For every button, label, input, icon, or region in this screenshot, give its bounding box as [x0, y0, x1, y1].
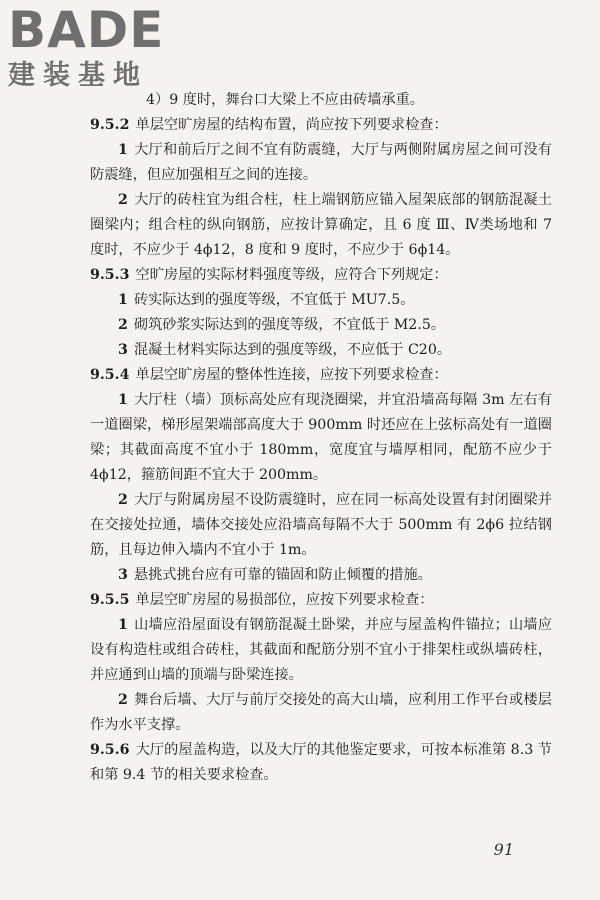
clause-text: 山墙应沿屋面设有钢筋混凝土卧梁，并应与屋盖构件锚拉；山墙应设有构造柱或组合砖柱，其截面和配筋分别不宜小于排架柱或纵墙砖柱，并应通到山墙的顶端与卧梁连接。 — [90, 617, 552, 683]
logo-wordmark: BADE — [8, 1, 165, 59]
section-clause — [90, 113, 552, 138]
clause-item — [90, 138, 552, 188]
clause-number: 9.5.3 — [90, 267, 130, 283]
clause-text: 4）9 度时，舞台口大梁上不应由砖墙承重。 — [146, 92, 424, 108]
clause-item — [90, 488, 552, 563]
clause-number: 9.5.4 — [90, 367, 130, 383]
clause-number: 1 — [118, 142, 128, 158]
clause-continuation — [90, 88, 552, 113]
clause-text: 单层空旷房屋的易损部位，应按下列要求检查： — [135, 592, 434, 608]
clause-number: 1 — [118, 617, 128, 633]
clause-item — [90, 188, 552, 263]
clause-item — [90, 563, 552, 588]
clause-number: 3 — [118, 567, 128, 583]
clause-number: 9.5.5 — [90, 592, 130, 608]
clause-text: 大厅与附属房屋不设防震缝时，应在同一标高处设置有封闭圈梁并在交接处拉通，墙体交接处应沿墙高每隔不大于 500mm 有 2ϕ6 拉结钢筋，且每边伸入墙内不宜小于 1m。 — [90, 492, 552, 558]
page-number: 91 — [493, 840, 514, 859]
clause-number: 1 — [118, 292, 128, 308]
clause-number: 3 — [118, 342, 128, 358]
clause-item — [90, 288, 552, 313]
clause-text: 悬挑式挑台应有可靠的锚固和防止倾覆的措施。 — [133, 567, 432, 583]
document-body — [90, 88, 552, 788]
clause-item — [90, 688, 552, 738]
clause-text: 大厅的砖柱宜为组合柱，柱上端钢筋应锚入屋架底部的钢筋混凝土圈梁内；组合柱的纵向钢筋，应按计算确定，且 6 度 Ⅲ、Ⅳ类场地和 7 度时，不应少于 4ϕ12，8 度和 9 度时，不应少于 6ϕ14。 — [90, 192, 552, 258]
clause-item — [90, 313, 552, 338]
clause-text: 舞台后墙、大厅与前厅交接处的高大山墙，应利用工作平台或楼层作为水平支撑。 — [90, 692, 552, 733]
clause-text: 砌筑砂浆实际达到的强度等级，不宜低于 M2.5。 — [133, 317, 446, 333]
clause-text: 空旷房屋的实际材料强度等级，应符合下列规定： — [135, 267, 448, 283]
logo — [8, 2, 178, 94]
clause-number: 2 — [118, 317, 128, 333]
clause-text: 混凝土材料实际达到的强度等级，不应低于 C20。 — [133, 342, 452, 358]
clause-text: 大厅柱（墙）顶标高处应有现浇圈梁，并宜沿墙高每隔 3m 左右有一道圈梁，梯形屋架端部高度大于 900mm 时还应在上弦标高处有一道圈梁；其截面高度不宜小于 180mm，宽度宜与墙厚相同，配筋不应少于 4ϕ12，箍筋间距不宜大于 200mm。 — [90, 392, 552, 483]
clause-item — [90, 338, 552, 363]
clause-number: 9.5.2 — [90, 117, 130, 133]
section-clause — [90, 588, 552, 613]
clause-text: 砖实际达到的强度等级，不宜低于 MU7.5。 — [133, 292, 415, 308]
section-clause — [90, 363, 552, 388]
clause-number: 2 — [118, 692, 128, 708]
clause-number: 9.5.6 — [90, 742, 130, 758]
clause-text: 大厅的屋盖构造，以及大厅的其他鉴定要求，可按本标准第 8.3 节和第 9.4 节的相关要求检查。 — [90, 742, 552, 783]
logo-subtitle: 建装基地 — [8, 60, 148, 91]
clause-number: 2 — [118, 192, 128, 208]
section-clause — [90, 738, 552, 788]
clause-text: 大厅和前后厅之间不宜有防震缝，大厅与两侧附属房屋之间可没有防震缝，但应加强相互之间的连接。 — [90, 142, 552, 183]
clause-text: 单层空旷房屋的结构布置，尚应按下列要求检查： — [135, 117, 448, 133]
clause-number: 2 — [118, 492, 128, 508]
clause-text: 单层空旷房屋的整体性连接，应按下列要求检查： — [135, 367, 448, 383]
clause-number: 1 — [118, 392, 128, 408]
section-clause — [90, 263, 552, 288]
clause-item — [90, 388, 552, 488]
clause-item — [90, 613, 552, 688]
